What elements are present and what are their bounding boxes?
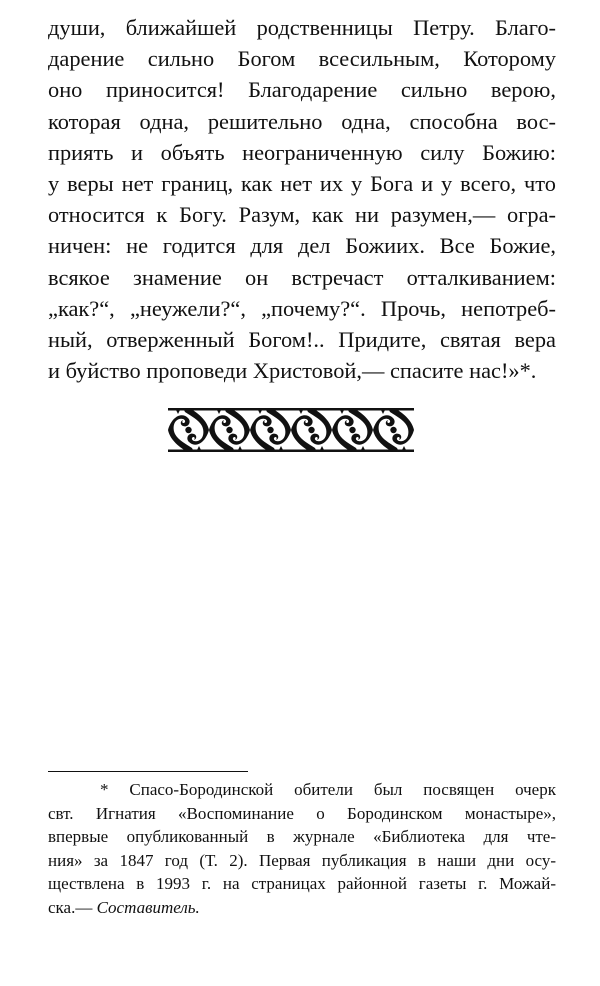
text-line: души, ближайшей родственницы Петру. Благо- xyxy=(48,15,556,40)
text-line: оно приносится! Благодарение сильно верою, xyxy=(48,77,556,103)
text-line: приять и объять неограниченную силу Божию: xyxy=(48,139,556,165)
footnote-line: * Спасо-Бородинской обители был посвящен очерк xyxy=(100,780,556,799)
footnote-divider xyxy=(48,771,248,772)
text-line: которая одна, решительно одна, способна вос- xyxy=(48,108,556,134)
text-line: „как?“, „неужели?“, „почему?“. Прочь, непотреб- xyxy=(48,295,556,321)
text-line: всякое знамение он встречаст отталкиванием: xyxy=(48,264,556,290)
footnote xyxy=(48,778,556,920)
footnote-author: Составитель. xyxy=(96,897,200,917)
text-line: ный, отверженный Богом!.. Придите, святая вера xyxy=(48,326,556,352)
footnote-line: ществлена в 1993 г. на страницах районной газеты г. Можай- xyxy=(48,874,556,894)
text-line: у веры нет границ, как нет их у Бога и у всего, что xyxy=(48,170,556,196)
footnote-line: свт. Игнатия «Воспоминание о Бородинском монастыре», xyxy=(48,803,556,823)
footnote-last-line xyxy=(48,896,556,920)
text-line-last: и буйство проповеди Христовой,— спасите нас!»*. xyxy=(48,358,537,384)
footnote-line: впервые опубликованный в журнале «Библиотека для чте- xyxy=(48,827,556,847)
footnote-line: ния» за 1847 год (Т. 2). Первая публикация в наши дни осу- xyxy=(48,850,556,870)
text-line: относится к Богу. Разум, как ни разумен,— огра- xyxy=(48,202,556,228)
text-line: дарение сильно Богом всесильным, Которому xyxy=(48,46,556,72)
footnote-last-line-text: ска.— xyxy=(48,897,97,917)
floral-ornament-icon xyxy=(168,408,414,452)
text-line: ничен: не годится для дел Божиих. Все Божие, xyxy=(48,233,556,259)
main-text xyxy=(48,12,556,386)
